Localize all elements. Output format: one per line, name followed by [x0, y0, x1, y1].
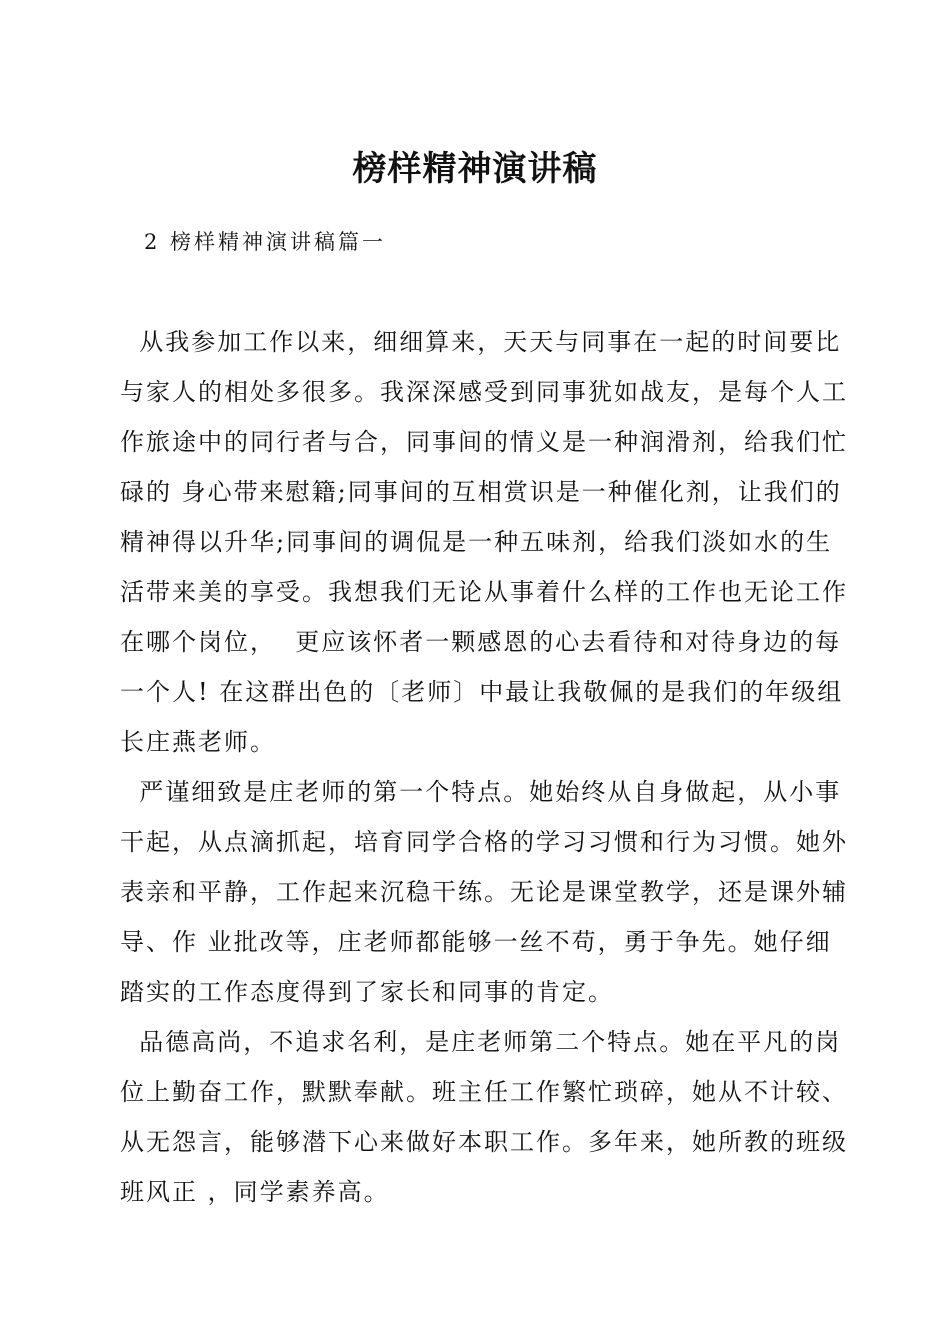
paragraph-line: 从我参加工作以来，细细算来，天天与同事在一起的时间要比	[120, 328, 842, 356]
paragraph-line: 干起，从点滴抓起，培育同学合格的学习习惯和行为习惯。她外	[120, 828, 848, 856]
paragraph-line: 从无怨言，能够潜下心来做好本职工作。多年来，她所教的班级	[120, 1128, 848, 1156]
paragraph-line: 在哪个岗位， 更应该怀者一颗感恩的心去看待和对待身边的每	[120, 628, 842, 656]
paragraph-line: 碌的 身心带来慰籍;同事间的互相赏识是一种催化剂，让我们的	[120, 478, 842, 506]
paragraph-line: 班风正 ，同学素养高。	[120, 1178, 390, 1206]
paragraph-line: 导、作 业批改等，庄老师都能够一丝不苟，勇于争先。她仔细	[120, 928, 832, 956]
paragraph-line: 与家人的相处多很多。我深深感受到同事犹如战友，是每个人工	[120, 378, 848, 406]
paragraph-line: 表亲和平静，工作起来沉稳干练。无论是课堂教学，还是课外辅	[120, 878, 848, 906]
paragraph-line: 严谨细致是庄老师的第一个特点。她始终从自身做起，从小事	[120, 778, 842, 806]
document-title: 榜样精神演讲稿	[352, 149, 598, 189]
paragraph-line: 精神得以升华;同事间的调侃是一种五味剂，给我们淡如水的生	[120, 528, 833, 556]
paragraph-line: 作旅途中的同行者与合，同事间的情义是一种润滑剂，给我们忙	[120, 428, 848, 456]
paragraph-line: 长庄燕老师。	[120, 728, 276, 756]
paragraph-line: 一个人! 在这群出色的〔老师〕中最让我敬佩的是我们的年级组	[120, 678, 844, 706]
paragraph-line: 位上勤奋工作，默默奉献。班主任工作繁忙琐碎，她从不计较、	[120, 1078, 848, 1106]
paragraph-line: 品德高尚，不追求名利，是庄老师第二个特点。她在平凡的岗	[120, 1028, 842, 1056]
document-subtitle: 2 榜样精神演讲稿篇一	[144, 230, 387, 254]
paragraph-line: 活带来美的享受。我想我们无论从事着什么样的工作也无论工作	[120, 578, 848, 606]
paragraph-line: 踏实的工作态度得到了家长和同事的肯定。	[120, 978, 614, 1006]
